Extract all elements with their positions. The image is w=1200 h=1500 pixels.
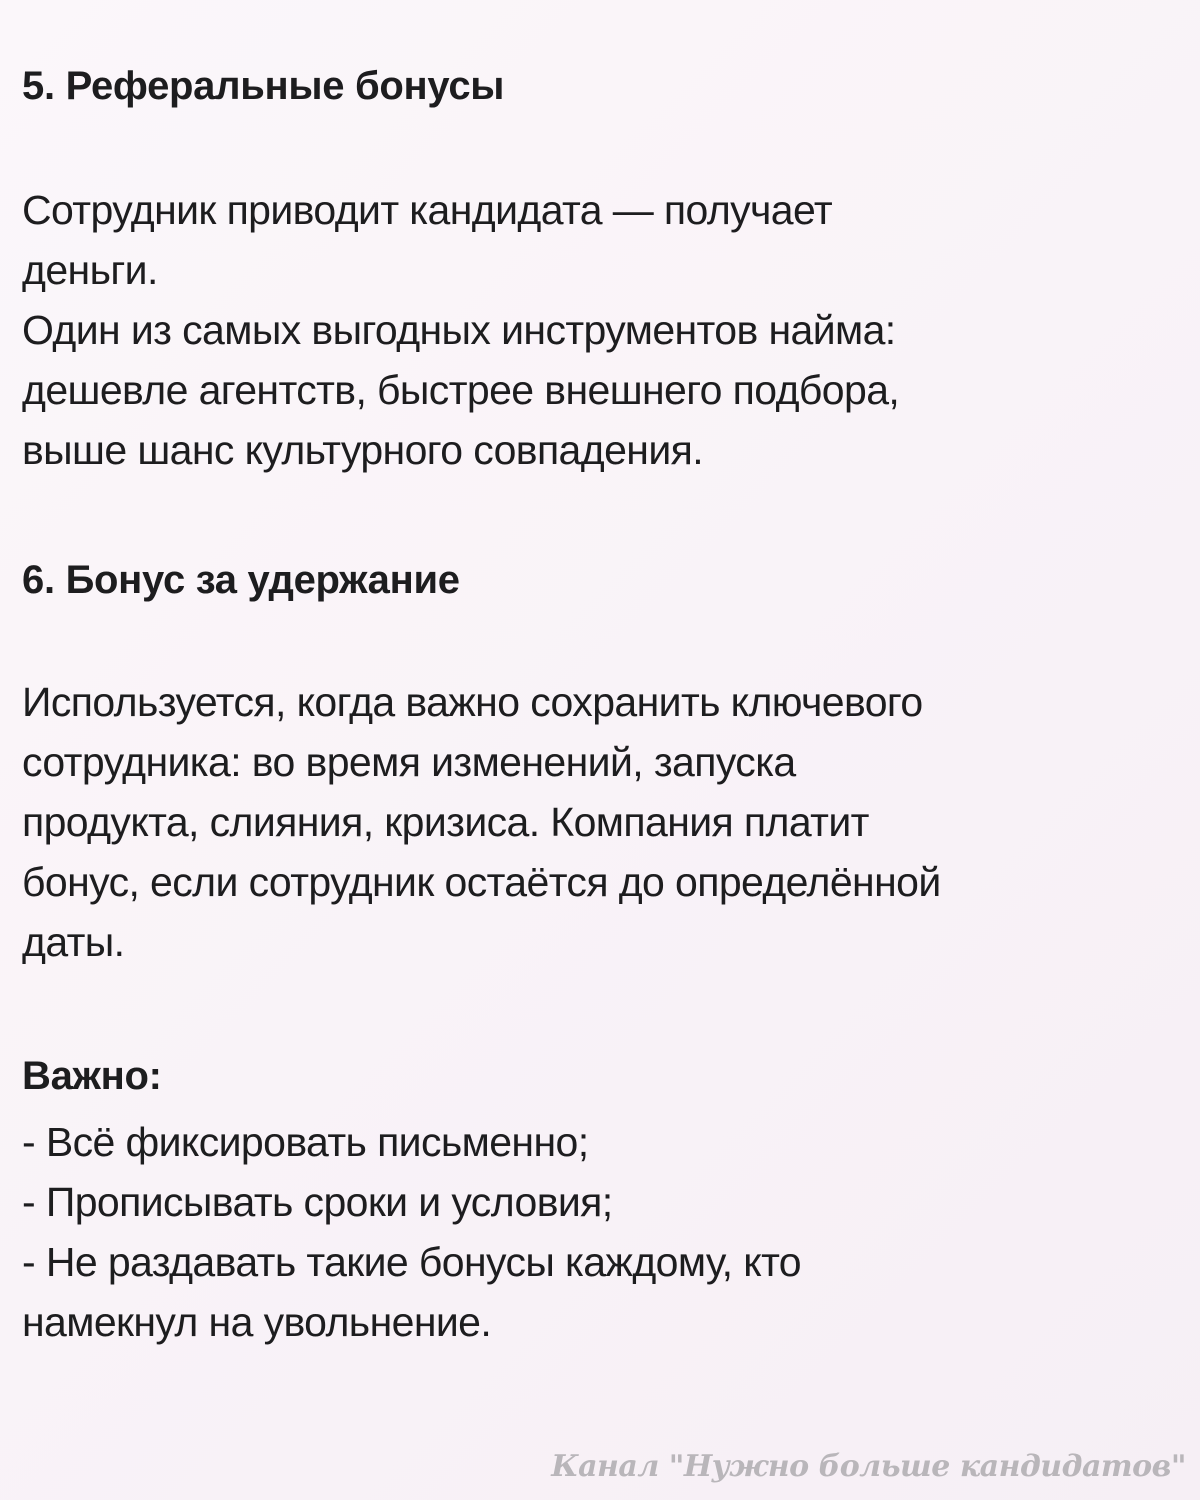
section-6-body [22,672,941,972]
section-5-line: дешевле агентств, быстрее внешнего подбора, [22,367,900,413]
important-item: намекнул на увольнение. [22,1299,492,1345]
section-6-line: Используется, когда важно сохранить ключевого [22,679,923,725]
section-5-line: деньги. [22,247,158,293]
important-item: - Всё фиксировать письменно; [22,1119,589,1165]
section-6-line: продукта, слияния, кризиса. Компания платит [22,799,869,845]
section-6-line: даты. [22,919,125,965]
section-5-line: Сотрудник приводит кандидата — получает [22,187,833,233]
important-list [22,1112,801,1352]
section-6-line: сотрудника: во время изменений, запуска [22,739,796,785]
section-5-body [22,180,899,480]
channel-watermark: Канал "Нужно больше кандидатов" [551,1449,1186,1484]
section-6-title: 6. Бонус за удержание [22,558,460,602]
important-item: - Не раздавать такие бонусы каждому, кто [22,1239,801,1285]
section-5-line: Один из самых выгодных инструментов найма: [22,307,896,353]
important-item: - Прописывать сроки и условия; [22,1179,613,1225]
important-title: Важно: [22,1054,162,1098]
section-5-line: выше шанс культурного совпадения. [22,427,704,473]
section-6-line: бонус, если сотрудник остаётся до определённой [22,859,941,905]
section-5-title: 5. Реферальные бонусы [22,64,505,108]
